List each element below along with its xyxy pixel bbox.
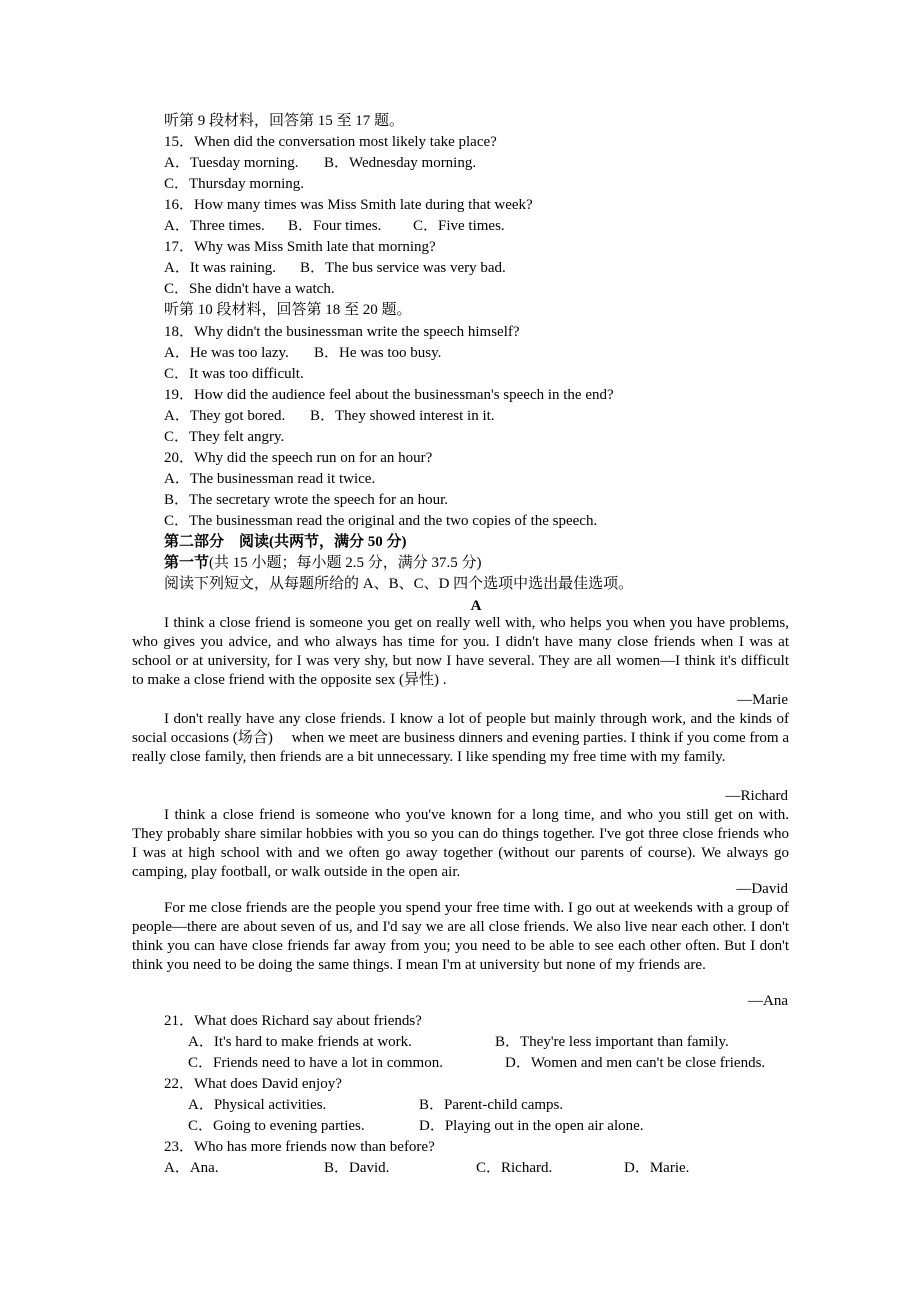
part2-heading: 第二部分 阅读(共两节，满分 50 分) — [164, 534, 407, 550]
passage-paragraph-marie: I think a close friend is someone you get on really well with, who helps you when you have problems, who gives you advice, and who always has time for you. I didn't have many close friends when I was at school or at university, for I was very shy, but now I have several. They are all women—I think it's difficult to make a close friend with the opposite sex (异性) . — [132, 615, 789, 688]
option-21d: D．Women and men can't be close friends. — [505, 1055, 766, 1071]
option-19b: B．They showed interest in it. — [310, 408, 495, 424]
question-21: 21．What does Richard say about friends? — [164, 1013, 422, 1029]
option-18c: C．It was too difficult. — [164, 366, 304, 382]
section1-bold: 第一节 — [164, 555, 210, 571]
option-21b: B．They're less important than family. — [495, 1034, 729, 1050]
option-19c: C．They felt angry. — [164, 429, 285, 445]
section-header-10: 听第 10 段材料，回答第 18 至 20 题。 — [164, 302, 412, 318]
passage-title: A — [470, 598, 482, 614]
signature-richard: —Richard — [725, 788, 788, 804]
option-15c: C．Thursday morning. — [164, 176, 304, 192]
option-21a: A．It's hard to make friends at work. — [188, 1034, 412, 1050]
section-header-9: 听第 9 段材料，回答第 15 至 17 题。 — [164, 113, 405, 129]
option-16b: B．Four times. — [288, 218, 382, 234]
signature-ana: —Ana — [748, 993, 788, 1009]
question-17: 17．Why was Miss Smith late that morning? — [164, 239, 436, 255]
option-23a: A．Ana. — [164, 1160, 219, 1176]
option-18a: A．He was too lazy. — [164, 345, 289, 361]
section1-detail: (共 15 小题；每小题 2.5 分，满分 37.5 分) — [209, 555, 482, 571]
question-19: 19．How did the audience feel about the businessman's speech in the end? — [164, 387, 614, 403]
question-20: 20．Why did the speech run on for an hour? — [164, 450, 433, 466]
option-18b: B．He was too busy. — [314, 345, 442, 361]
option-17c: C．She didn't have a watch. — [164, 281, 335, 297]
signature-marie: —Marie — [737, 692, 788, 708]
option-17a: A．It was raining. — [164, 260, 277, 276]
option-22b: B．Parent-child camps. — [419, 1097, 564, 1113]
option-20c: C．The businessman read the original and the two copies of the speech. — [164, 513, 598, 529]
option-22a: A．Physical activities. — [188, 1097, 327, 1113]
option-17b: B．The bus service was very bad. — [300, 260, 506, 276]
option-15b: B．Wednesday morning. — [324, 155, 477, 171]
signature-david: —David — [736, 881, 788, 897]
question-15: 15．When did the conversation most likely take place? — [164, 134, 497, 150]
question-18: 18．Why didn't the businessman write the speech himself? — [164, 324, 520, 340]
passage-paragraph-ana: For me close friends are the people you spend your free time with. I go out at weekends with a group of people—there are about seven of us, and I'd say we are all close friends. We also live near each other. I don't think you can have close friends far away from you; you need to be able to see each other often. But I don't think you need to be doing the same things. I mean I'm at university but none of my friends are. — [132, 900, 789, 973]
passage-paragraph-richard: I don't really have any close friends. I know a lot of people but mainly through work, and the kinds of social occasions (场合) when we meet are business dinners and evening parties. I think if you come from a really close family, then friends are a bit unnecessary. I like spending my free time with my family. — [132, 711, 789, 765]
option-22d: D．Playing out in the open air alone. — [419, 1118, 644, 1134]
question-23: 23．Who has more friends now than before? — [164, 1139, 435, 1155]
question-22: 22．What does David enjoy? — [164, 1076, 342, 1092]
option-23b: B．David. — [324, 1160, 390, 1176]
passage-paragraph-david: I think a close friend is someone who you've known for a long time, and who you still get on with. They probably share similar hobbies with you so you can do things together. I've got three close friends who I was at high school with and we often go away together (without our parents of course). We always go camping, play football, or walk outside in the open air. — [132, 807, 789, 880]
option-23c: C．Richard. — [476, 1160, 553, 1176]
option-23d: D．Marie. — [624, 1160, 690, 1176]
reading-instruction: 阅读下列短文，从每题所给的 A、B、C、D 四个选项中选出最佳选项。 — [164, 576, 634, 592]
question-16: 16．How many times was Miss Smith late during that week? — [164, 197, 533, 213]
option-21c: C．Friends need to have a lot in common. — [188, 1055, 443, 1071]
section1-heading — [164, 553, 482, 574]
option-19a: A．They got bored. — [164, 408, 286, 424]
option-16c: C．Five times. — [413, 218, 505, 234]
option-20a: A．The businessman read it twice. — [164, 471, 376, 487]
option-20b: B．The secretary wrote the speech for an hour. — [164, 492, 449, 508]
option-15a: A．Tuesday morning. — [164, 155, 299, 171]
option-22c: C．Going to evening parties. — [188, 1118, 365, 1134]
option-16a: A．Three times. — [164, 218, 265, 234]
